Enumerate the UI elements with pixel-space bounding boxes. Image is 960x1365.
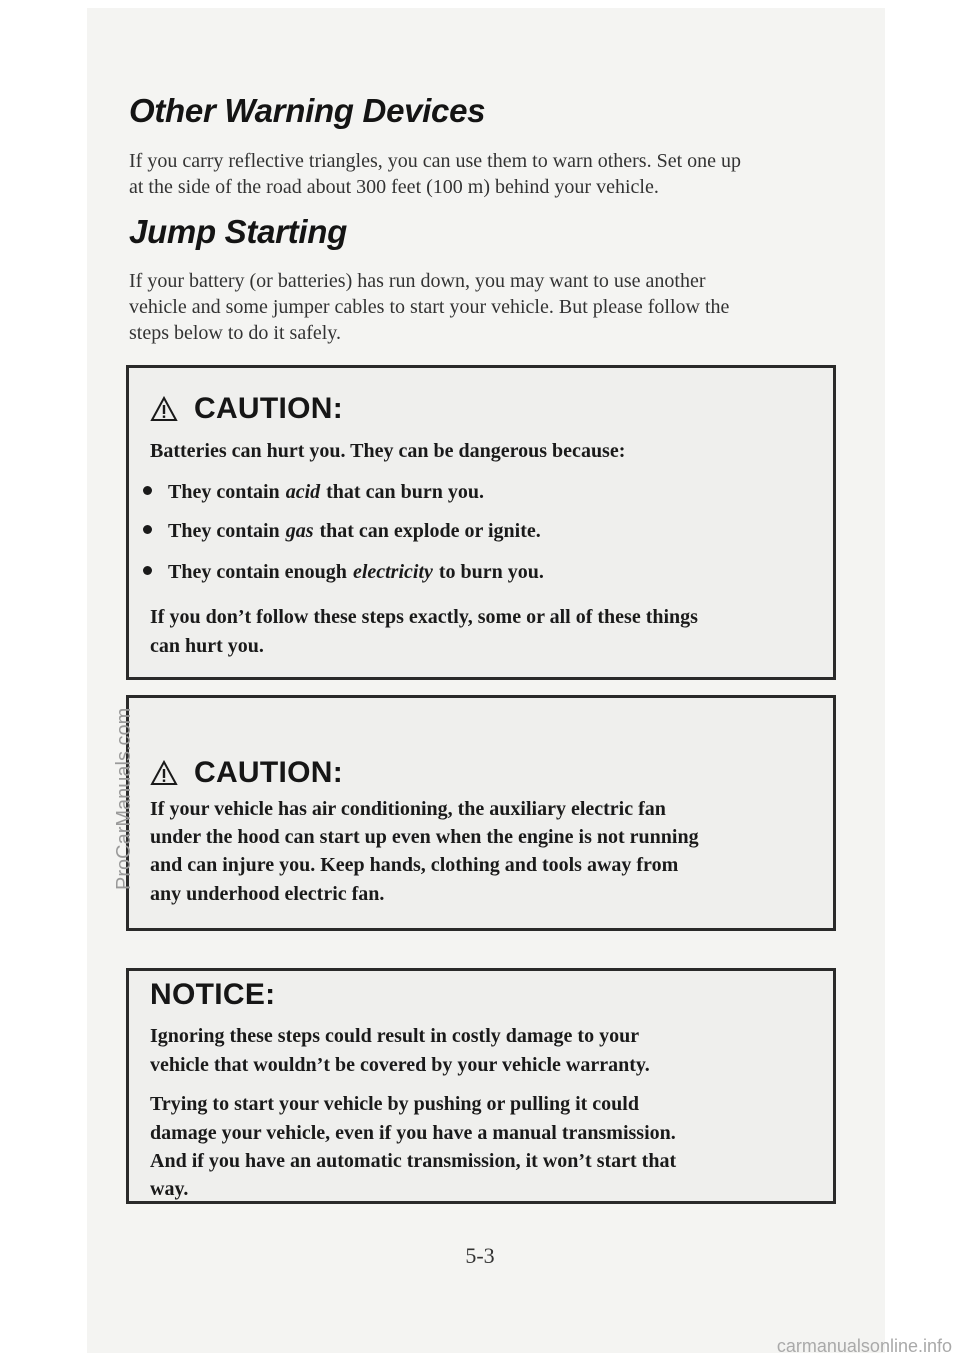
bullet-item [143,481,484,504]
section-title-warning-devices: Other Warning Devices [129,92,486,129]
watermark-vertical-text: ProCarManuals.com [113,707,135,890]
page-number: 5-3 [465,1243,495,1268]
paragraph-line: vehicle and some jumper cables to start your vehicle. But please follow the [129,296,730,318]
bullet-dot-icon [143,525,152,534]
caution-intro: Batteries can hurt you. They can be dangerous because: [150,440,626,462]
caution-line: any underhood electric fan. [150,883,385,905]
paragraph-line: at the side of the road about 300 feet (100 m) behind your vehicle. [129,176,659,198]
notice-line: damage your vehicle, even if you have a manual transmission. [150,1122,676,1144]
caution-line: If your vehicle has air conditioning, the auxiliary electric fan [150,798,666,820]
bullet-dot-icon [143,566,152,575]
paragraph-line: If you carry reflective triangles, you can use them to warn others. Set one up [129,150,742,172]
bullet-text: that can explode or ignite. [319,520,541,542]
bullet-emphasis: acid [285,481,321,503]
bullet-text: They contain enough [168,561,347,583]
caution-heading-text: CAUTION: [194,756,344,789]
notice-heading: NOTICE: [150,978,276,1011]
caution-line: under the hood can start up even when the engine is not running [150,826,699,848]
caution-heading [150,392,343,426]
caution-line: and can injure you. Keep hands, clothing and tools away from [150,854,679,876]
bullet-emphasis: gas [285,520,314,542]
notice-line: And if you have an automatic transmission, it won’t start that [150,1150,677,1172]
bullet-item [143,520,541,543]
bullet-text: They contain [168,520,280,542]
notice-line: way. [150,1178,189,1200]
warning-triangle-icon [150,760,178,786]
paragraph-line: steps below to do it safely. [129,322,342,344]
paragraph-line: If your battery (or batteries) has run down, you may want to use another [129,270,706,292]
section-title-jump-starting: Jump Starting [129,213,347,250]
caution-heading-text: CAUTION: [194,392,344,425]
caution-closing-line: If you don’t follow these steps exactly, some or all of these things [150,606,698,628]
bullet-item [143,561,544,584]
bullet-text: They contain [168,481,280,503]
notice-line: Trying to start your vehicle by pushing or pulling it could [150,1093,639,1115]
watermark-bottom: carmanualsonline.info [776,1336,952,1356]
bullet-text: that can burn you. [326,481,484,503]
bullet-text: to burn you. [438,561,544,583]
caution-heading [150,756,343,790]
notice-line: vehicle that wouldn’t be covered by your vehicle warranty. [150,1054,650,1076]
notice-line: Ignoring these steps could result in costly damage to your [150,1025,640,1047]
warning-triangle-icon [150,396,178,422]
bullet-emphasis: electricity [352,561,433,583]
watermark-vertical [113,490,143,890]
bullet-dot-icon [143,486,152,495]
caution-closing-line: can hurt you. [150,635,264,657]
